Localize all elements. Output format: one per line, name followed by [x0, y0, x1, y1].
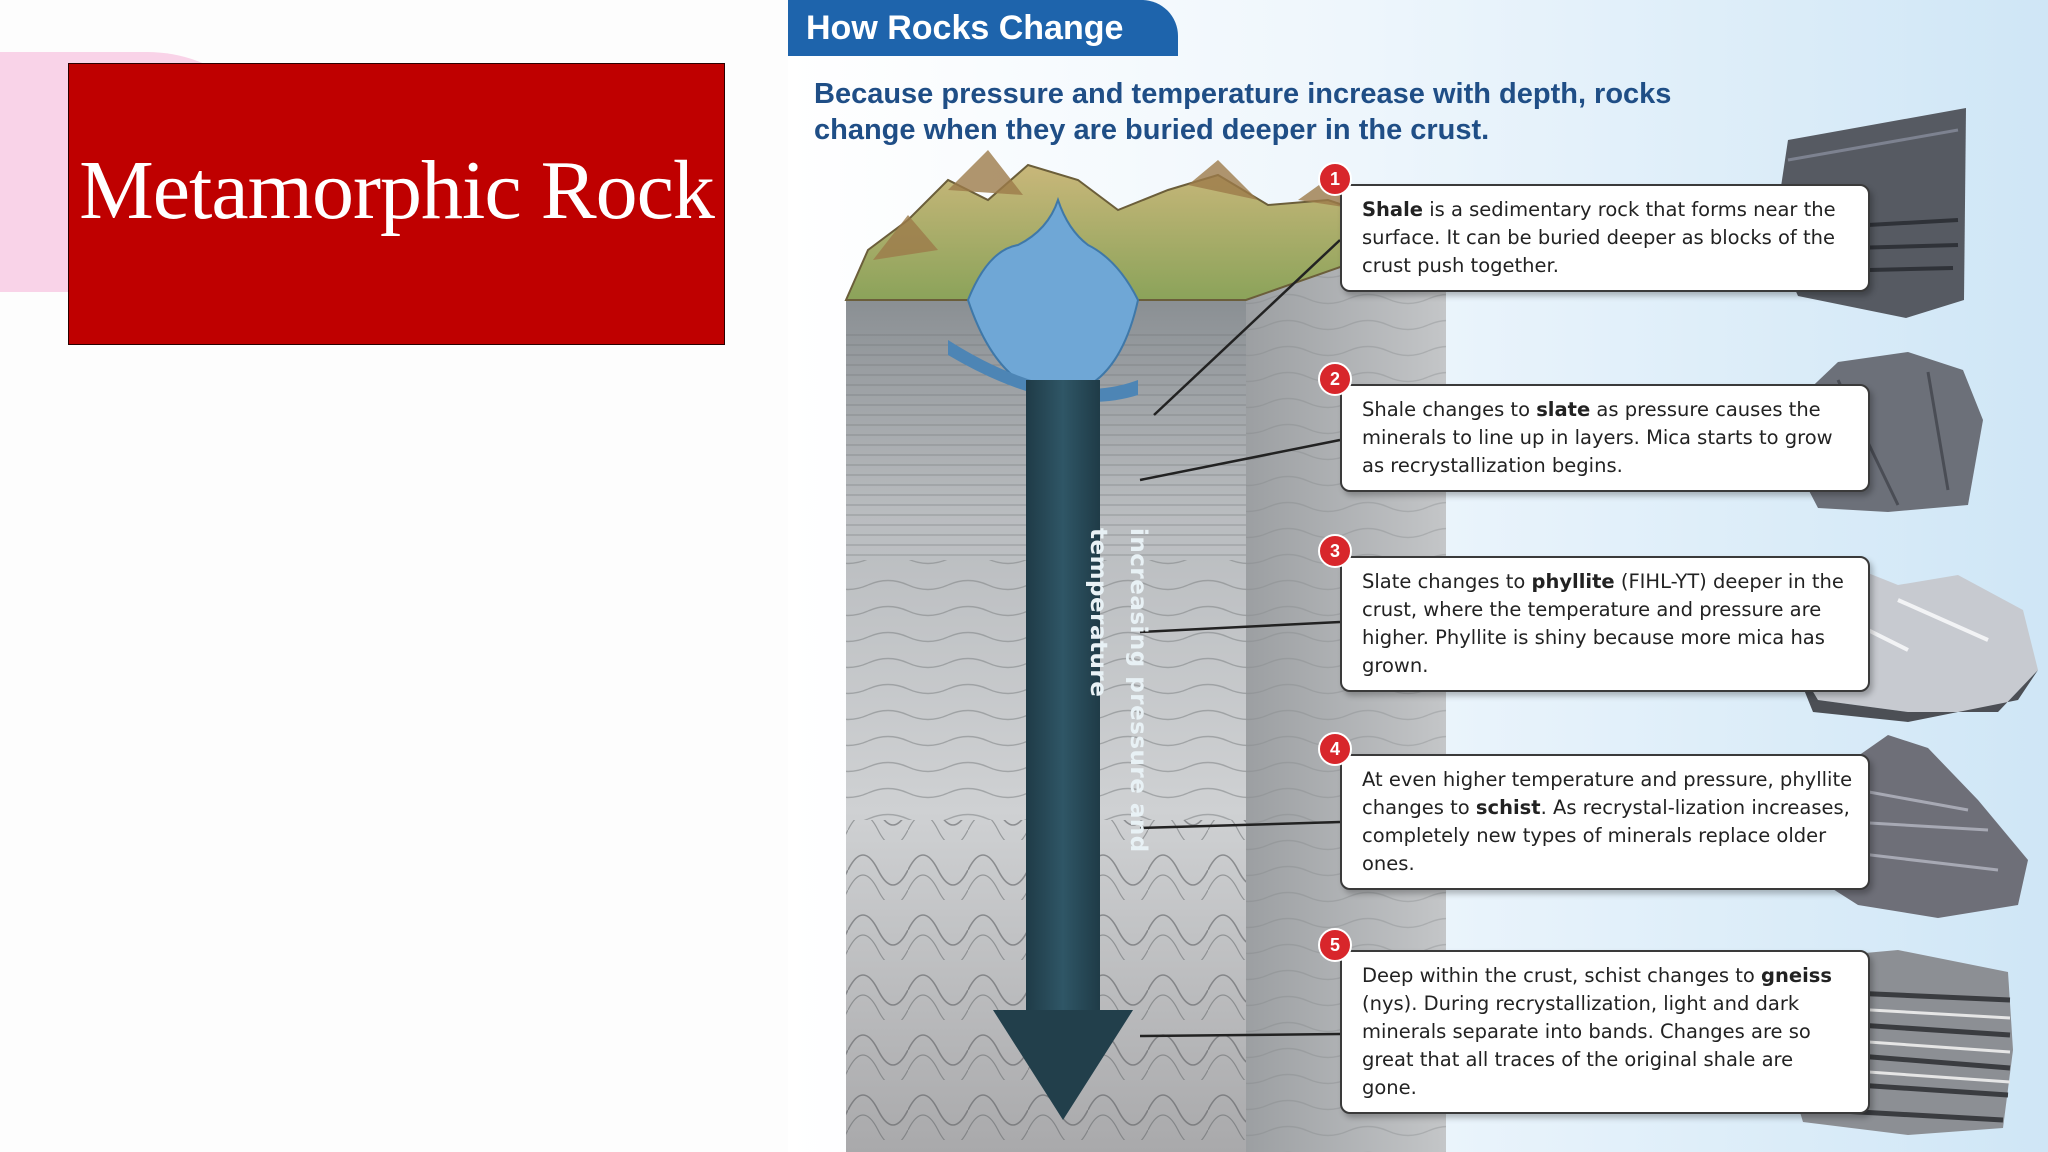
step-4-text-pre: At even higher temperature and pressure, phyllite changes to: [1362, 768, 1853, 819]
step-4-rock: schist: [1475, 796, 1541, 819]
step-1-rock: Shale: [1362, 198, 1423, 221]
figure-subtitle: Because pressure and temperature increase with depth, rocks change when they are buried deeper in the crust.: [814, 78, 1672, 146]
step-2-badge: 2: [1318, 362, 1352, 396]
step-2-text-pre: Shale changes to: [1362, 398, 1537, 421]
arrow-label: increasing pressure and temperature: [1085, 528, 1151, 853]
step-2-text: as pressure causes the minerals to line up in layers. Mica starts to grow as recrystallization begins.: [1362, 398, 1833, 477]
step-4-callout: [1329, 739, 1870, 890]
step-1-badge: 1: [1318, 162, 1352, 196]
step-5-badge: 5: [1318, 928, 1352, 962]
step-2-rock: slate: [1536, 398, 1591, 421]
slide-title: Metamorphic Rock: [79, 143, 714, 237]
step-5-rock: gneiss: [1761, 964, 1832, 987]
figure-tab-title: How Rocks Change: [788, 0, 1178, 56]
step-3-rock: phyllite: [1531, 570, 1615, 593]
step-1-callout: [1329, 169, 1870, 292]
step-4-badge: 4: [1318, 732, 1352, 766]
step-3-text-pre: Slate changes to: [1362, 570, 1532, 593]
step-4-text: . As recrystal-lization increases, completely new types of minerals replace older ones.: [1362, 796, 1850, 875]
step-3-callout: [1329, 541, 1870, 692]
step-1-text: is a sedimentary rock that forms near the surface. It can be buried deeper as blocks of the crust push together.: [1362, 198, 1836, 277]
how-rocks-change-figure: [788, 0, 2048, 1152]
step-5-text: (nys). During recrystallization, light and dark minerals separate into bands. Changes are so great that all traces of the original shale are gone.: [1362, 992, 1811, 1099]
step-5-text-pre: Deep within the crust, schist changes to: [1362, 964, 1761, 987]
step-5-callout: [1329, 935, 1870, 1114]
step-2-callout: [1329, 369, 1870, 492]
step-3-text: (FIHL-YT) deeper in the crust, where the temperature and pressure are higher. Phyllite is shiny because more mica has grown.: [1362, 570, 1844, 677]
step-3-badge: 3: [1318, 534, 1352, 568]
title-box: [68, 63, 725, 345]
